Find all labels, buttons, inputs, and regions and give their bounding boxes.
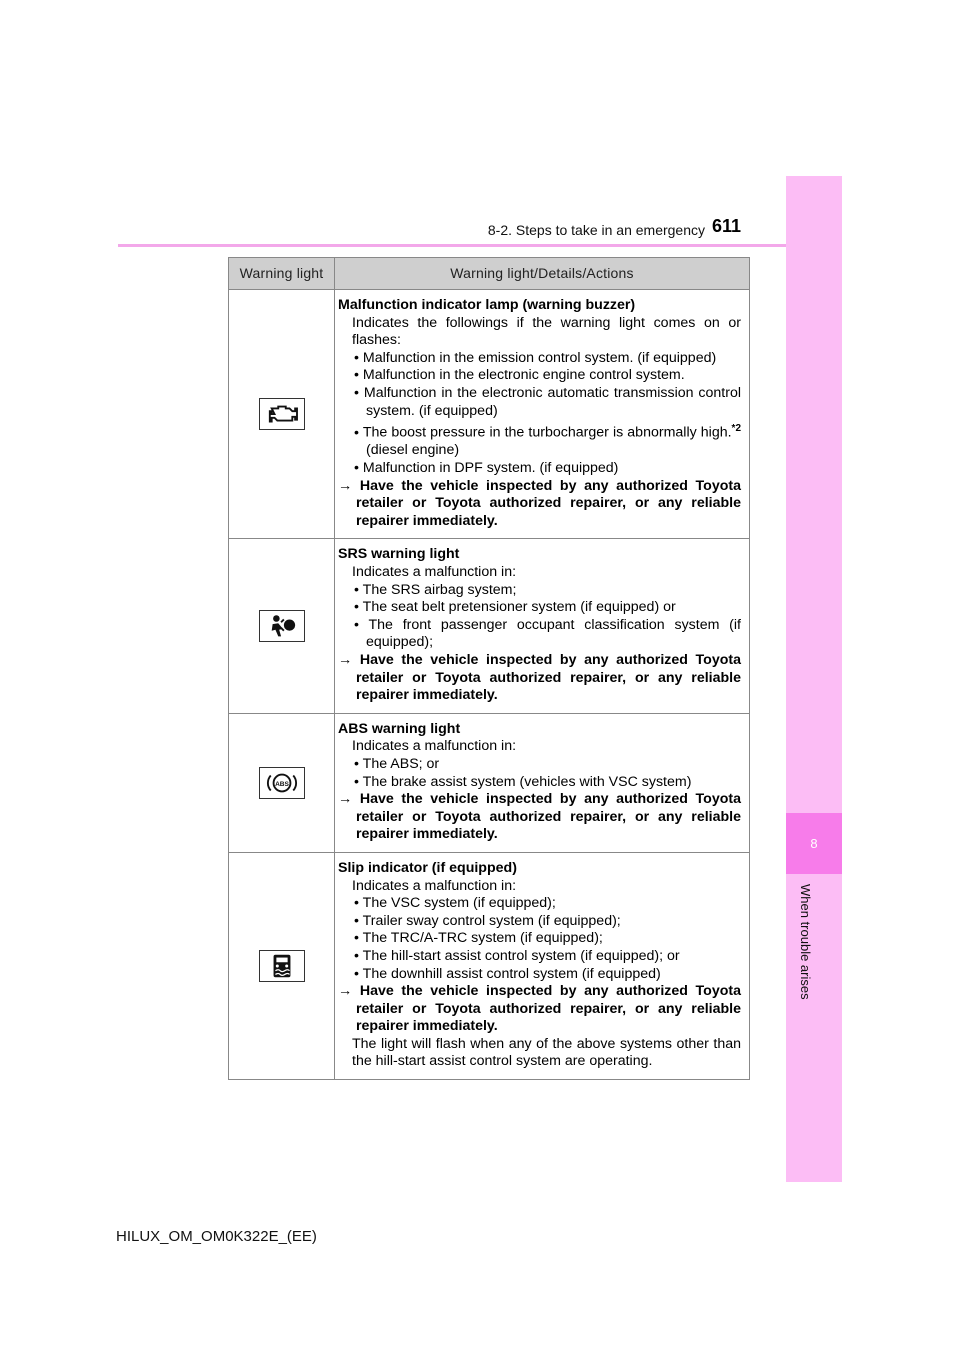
list-item: • Malfunction in the electronic automatic transmission control system. (if equipped) — [338, 385, 741, 420]
table-row — [229, 290, 750, 539]
list-item: • The downhill assist control system (if equipped) — [338, 966, 741, 984]
warning-intro: Indicates a malfunction in: — [352, 877, 517, 894]
warning-title: ABS warning light — [338, 720, 461, 737]
note-text: The light will flash when any of the above systems other than the hill-start assist control system are operating. — [352, 1035, 741, 1070]
slip-indicator-icon — [259, 950, 305, 982]
list-item: • Malfunction in the electronic engine control system. — [338, 367, 741, 385]
chapter-number[interactable]: 8 — [786, 813, 842, 874]
action-text: → Have the vehicle inspected by any authorized Toyota retailer or Toyota authorized repairer, or any reliable repairer immediately. — [338, 478, 741, 531]
document-code: HILUX_OM_OM0K322E_(EE) — [116, 1228, 317, 1245]
column-header-warning-light: Warning light — [229, 258, 335, 290]
list-item: • The VSC system (if equipped); — [338, 895, 741, 913]
engine-icon — [259, 398, 305, 430]
details-cell — [335, 290, 750, 539]
warning-intro: Indicates a malfunction in: — [352, 738, 517, 755]
chapter-label: When trouble arises — [798, 884, 813, 1000]
list-item: • The hill-start assist control system (if equipped); or — [338, 948, 741, 966]
header-divider — [118, 244, 842, 247]
icon-cell — [229, 539, 335, 713]
warning-title: SRS warning light — [338, 546, 460, 563]
table-row — [229, 713, 750, 852]
table-header-row — [229, 258, 750, 290]
details-cell — [335, 852, 750, 1079]
page-number: 611 — [712, 216, 742, 236]
warning-title: Slip indicator (if equipped) — [338, 859, 517, 876]
list-item: • The brake assist system (vehicles with VSC system) — [338, 774, 741, 792]
footnote-mark: *2 — [731, 423, 741, 435]
warning-intro: Indicates the followings if the warning light comes on or flashes: — [352, 314, 741, 349]
details-cell — [335, 539, 750, 713]
chapter-side-tab[interactable] — [786, 176, 842, 1182]
list-item: • Trailer sway control system (if equipped); — [338, 913, 741, 931]
list-item: • The TRC/A-TRC system (if equipped); — [338, 930, 741, 948]
warning-intro: Indicates a malfunction in: — [352, 564, 517, 581]
icon-cell — [229, 713, 335, 852]
section-title: 8-2. Steps to take in an emergency — [487, 222, 705, 238]
icon-cell — [229, 852, 335, 1079]
details-cell — [335, 713, 750, 852]
action-text: → Have the vehicle inspected by any authorized Toyota retailer or Toyota authorized repairer, or any reliable repairer immediately. — [338, 791, 741, 844]
icon-cell — [229, 290, 335, 539]
list-item: • The SRS airbag system; — [338, 582, 741, 600]
list-item: • The seat belt pretensioner system (if equipped) or — [338, 599, 741, 617]
airbag-icon — [259, 610, 305, 642]
action-text: → Have the vehicle inspected by any authorized Toyota retailer or Toyota authorized repairer, or any reliable repairer immediately. — [338, 652, 741, 705]
list-item: • The front passenger occupant classification system (if equipped); — [338, 617, 741, 652]
column-header-details: Warning light/Details/Actions — [335, 258, 750, 290]
table-row — [229, 539, 750, 713]
warning-title: Malfunction indicator lamp (warning buzzer) — [338, 297, 636, 313]
abs-icon-text: ABS — [274, 780, 289, 788]
list-item — [338, 420, 741, 460]
table-row — [229, 852, 750, 1079]
warning-light-table — [228, 257, 750, 1080]
list-item-text: The boost pressure in the turbocharger is abnormally high. — [362, 424, 732, 441]
list-item: • Malfunction in DPF system. (if equipped) — [338, 460, 741, 478]
list-item: • Malfunction in the emission control system. (if equipped) — [338, 350, 741, 368]
action-text: → Have the vehicle inspected by any authorized Toyota retailer or Toyota authorized repairer, or any reliable repairer immediately. — [338, 983, 741, 1036]
abs-icon — [259, 767, 305, 799]
list-item-text: (diesel engine) — [366, 442, 460, 459]
list-item: • The ABS; or — [338, 756, 741, 774]
